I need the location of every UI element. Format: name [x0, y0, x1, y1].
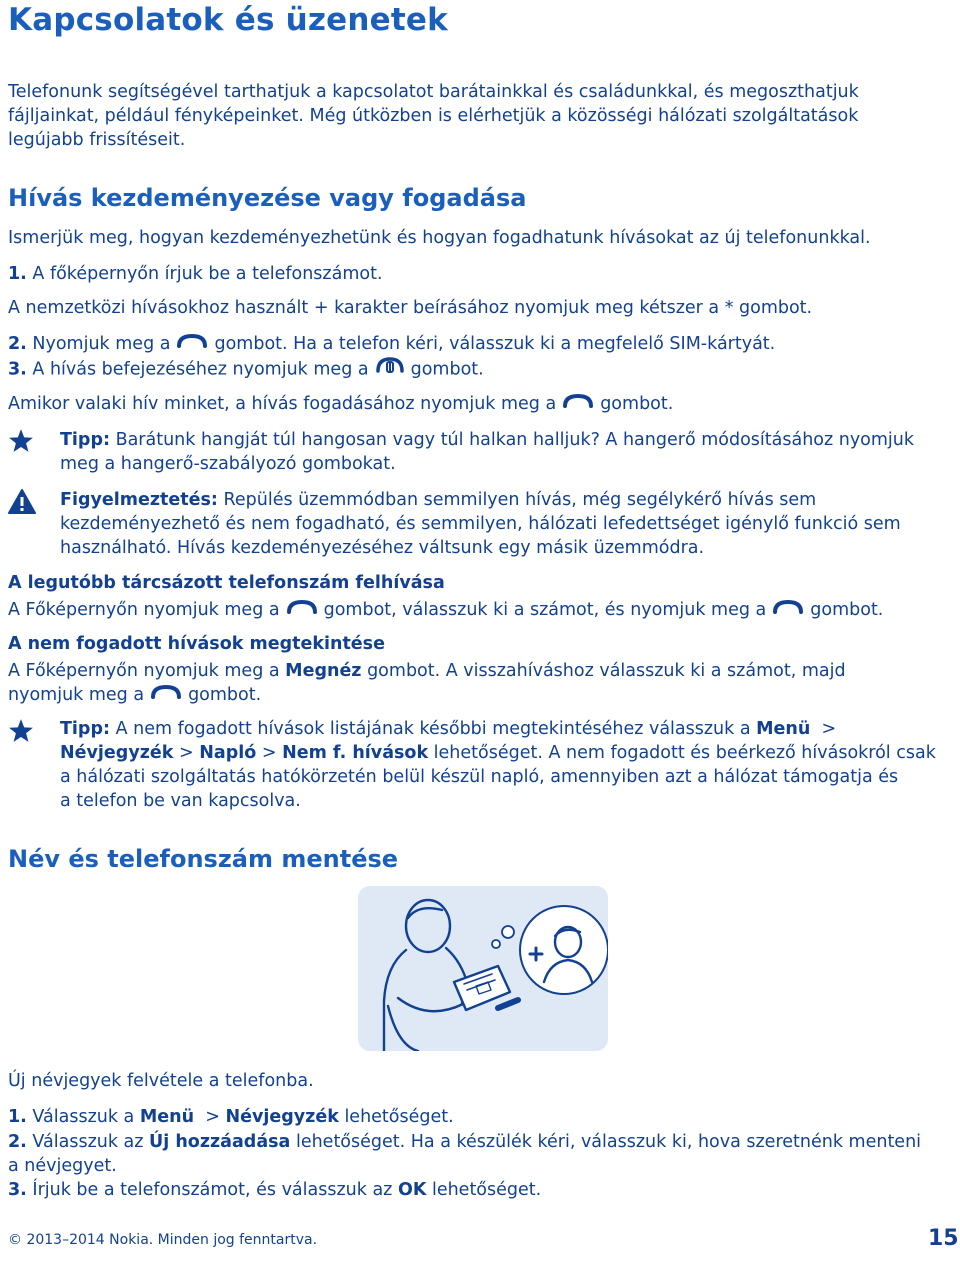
path-separator: > — [179, 743, 194, 763]
step-text-rest: lehetőséget. — [431, 1180, 542, 1200]
step-number: 1. — [8, 264, 27, 284]
step-text: Írjuk be a telefonszámot, és válasszuk az — [32, 1180, 393, 1200]
intl-call-note: A nemzetközi hívásokhoz használt + karakter beírásához nyomjuk meg kétszer a * gombot. — [8, 298, 813, 318]
save-step-2-cont: a névjegyet. — [8, 1156, 117, 1176]
tip2-text: A nem fogadott hívások listájának későbbi megtekintéséhez válasszuk a — [115, 719, 751, 739]
save-step-3 — [8, 1178, 541, 1202]
step-text: Válasszuk az — [32, 1132, 144, 1152]
add-contact-illustration — [358, 886, 608, 1051]
path-separator: > — [821, 719, 837, 739]
missed-text-4: gombot. — [188, 685, 262, 705]
recent-text-3: gombot. — [810, 600, 884, 620]
menu-label: Menü — [139, 1107, 195, 1127]
calls-lead: Ismerjük meg, hogyan kezdeményezhetünk és hogyan fogadhatunk hívásokat az új telefonunkkal. — [8, 228, 871, 248]
path-separator: > — [205, 1107, 220, 1127]
call-key-icon — [562, 392, 594, 416]
missed-calls-heading: A nem fogadott hívások megtekintése — [8, 634, 385, 654]
step-text-rest: lehetőséget. Ha a készülék kéri, válasszuk ki, hova szeretnénk menteni — [295, 1132, 922, 1152]
warning-text: Repülés üzemmódban semmilyen hívás, még segélykérő hívás sem — [223, 490, 817, 510]
save-step-1 — [8, 1105, 454, 1129]
step-number: 3. — [8, 359, 27, 380]
warning-label: Figyelmeztetés: — [60, 490, 218, 510]
tip2-text-2: lehetőséget. A nem fogadott és beérkező hívásokról csak — [433, 743, 936, 763]
view-softkey-label: Megnéz — [285, 661, 362, 681]
contacts-label: Névjegyzék — [60, 743, 174, 763]
tip2-line-4: a telefon be van kapcsolva. — [60, 791, 301, 811]
menu-label: Menü — [756, 719, 811, 739]
recent-text-2: gombot, válasszuk ki a számot, és nyomjuk meg a — [323, 600, 767, 620]
warning-line-3: használható. Hívás kezdeményezéséhez váltsunk egy másik üzemmódra. — [60, 538, 705, 558]
step-number: 2. — [8, 1132, 27, 1152]
step-number: 3. — [8, 1180, 27, 1200]
missed-text-2: gombot. A visszahíváshoz válasszuk ki a számot, majd — [367, 661, 846, 681]
end-key-icon — [375, 356, 405, 383]
step-text: Nyomjuk meg a — [32, 334, 171, 354]
tip2-line-2 — [60, 741, 936, 765]
tip2-line-3: a hálózati szolgáltatás hatókörzetén belül készül napló, amennyiben azt a hálózat támogatja és — [60, 767, 899, 787]
call-key-icon — [772, 598, 804, 622]
star-icon — [8, 718, 34, 748]
page-number: 15 — [928, 1226, 959, 1251]
contacts-label: Névjegyzék — [225, 1107, 339, 1127]
call-key-icon — [150, 683, 182, 707]
answer-text-rest: gombot. — [600, 394, 674, 414]
step-text: A hívás befejezéséhez nyomjuk meg a — [32, 359, 369, 380]
missed-calls-line-1 — [8, 659, 846, 683]
missed-text-3: nyomjuk meg a — [8, 685, 145, 705]
step-text: A főképernyőn írjuk be a telefonszámot. — [32, 264, 383, 284]
missed-calls-line-2 — [8, 683, 261, 707]
tip-line-1 — [60, 428, 914, 452]
star-icon — [8, 428, 34, 458]
call-key-icon — [176, 332, 208, 356]
tip-label: Tipp: — [60, 430, 110, 450]
step-number: 1. — [8, 1107, 27, 1127]
warning-line-1 — [60, 488, 816, 512]
path-separator: > — [261, 743, 277, 763]
answer-call-line — [8, 392, 673, 416]
step-text-rest: gombot. — [410, 359, 484, 380]
tip-text: Barátunk hangját túl hangosan vagy túl halkan halljuk? A hangerő módosításához nyomjuk — [115, 430, 915, 450]
step-text: Válasszuk a — [32, 1107, 135, 1127]
calls-step-2 — [8, 332, 775, 356]
step-text-rest: gombot. Ha a telefon kéri, válasszuk ki a megfelelő SIM-kártyát. — [214, 334, 776, 354]
warning-icon — [8, 489, 36, 519]
recent-call-text — [8, 598, 883, 622]
recent-call-heading: A legutóbb tárcsázott telefonszám felhívása — [8, 573, 445, 593]
tip-line-2: meg a hangerő-szabályozó gombokat. — [60, 454, 396, 474]
answer-text: Amikor valaki hív minket, a hívás fogadásához nyomjuk meg a — [8, 394, 557, 414]
save-step-2 — [8, 1130, 921, 1154]
missed-calls-label: Nem f. hívások — [282, 743, 429, 763]
calls-step-1 — [8, 262, 383, 286]
tip2-label: Tipp: — [60, 719, 110, 739]
tip2-line-1 — [60, 717, 836, 741]
save-contact-caption: Új névjegyek felvétele a telefonba. — [8, 1071, 314, 1091]
call-key-icon — [286, 598, 318, 622]
intro-line-2: fájljainkat, például fényképeinket. Még útközben is elérhetjük a közösségi hálózati szolgáltatások — [8, 106, 859, 126]
missed-text-1: A Főképernyőn nyomjuk meg a — [8, 661, 280, 681]
section-heading-save-contact: Név és telefonszám mentése — [8, 845, 399, 873]
warning-line-2: kezdeményezhető és nem fogadható, és semmilyen, hálózati lefedettséget igénylő funkció sem — [60, 514, 901, 534]
add-new-label: Új hozzáadása — [149, 1132, 291, 1152]
copyright: © 2013–2014 Nokia. Minden jog fenntartva. — [8, 1232, 318, 1248]
calls-step-3 — [8, 356, 484, 383]
ok-label: OK — [397, 1180, 427, 1200]
page-title: Kapcsolatok és üzenetek — [8, 2, 448, 38]
recent-text-1: A Főképernyőn nyomjuk meg a — [8, 600, 280, 620]
log-label: Napló — [199, 743, 257, 763]
intro-line-1: Telefonunk segítségével tarthatjuk a kapcsolatot barátainkkal és családunkkal, és megoszthatjuk — [8, 82, 859, 102]
step-number: 2. — [8, 334, 27, 354]
intro-line-3: legújabb frissítéseit. — [8, 130, 186, 150]
section-heading-calls: Hívás kezdeményezése vagy fogadása — [8, 184, 527, 212]
step-text-rest: lehetőséget. — [344, 1107, 454, 1127]
